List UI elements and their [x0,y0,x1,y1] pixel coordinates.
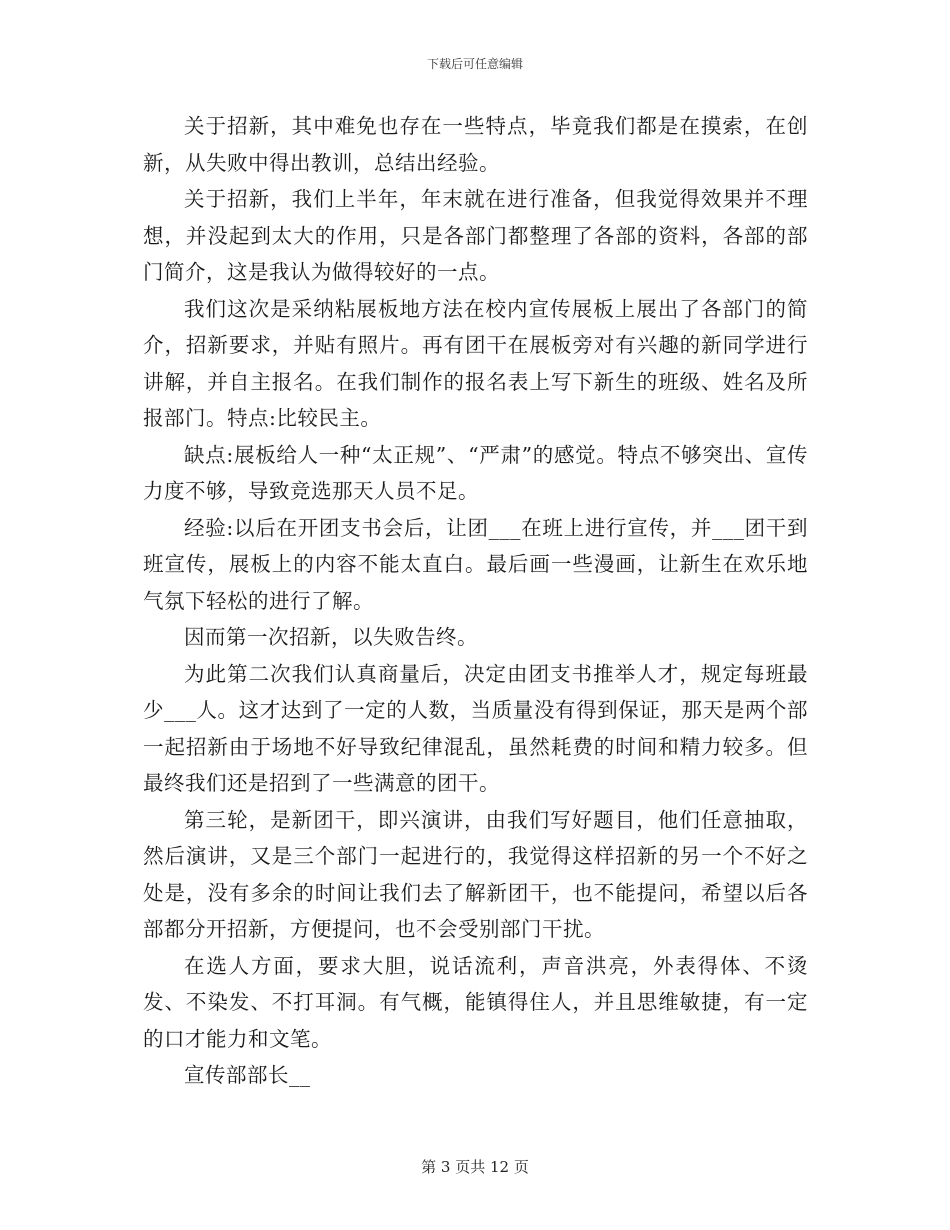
paragraph: 第三轮，是新团干，即兴演讲，由我们写好题目，他们任意抽取，然后演讲，又是三个部门一起进行的，我觉得这样招新的另一个不好之处是，没有多余的时间让我们去了解新团干，也不能提问，希望以后各部都分开招新，方便提问，也不会受别部门干扰。 [143,807,808,941]
paragraph: 宣传部部长__ [184,1063,311,1087]
paragraph: 经验:以后在开团支书会后，让团___在班上进行宣传，并___团干到班宣传，展板上的内容不能太直白。最后画一些漫画，让新生在欢乐地气氛下轻松的进行了解。 [143,515,808,613]
page-header: 下载后可任意编辑 [426,57,523,71]
page-footer: 第 3 页共 12 页 [421,1158,529,1176]
paragraph: 在选人方面，要求大胆，说话流利，声音洪亮，外表得体、不烫发、不染发、不打耳洞。有气概，能镇得住人，并且思维敏捷，有一定的口才能力和文笔。 [143,953,808,1051]
paragraph: 关于招新，我们上半年，年末就在进行准备，但我觉得效果并不理想，并没起到太大的作用，只是各部门都整理了各部的资料，各部的部门简介，这是我认为做得较好的一点。 [143,187,808,284]
paragraph: 因而第一次招新，以失败告终。 [184,625,478,649]
paragraph: 关于招新，其中难免也存在一些特点，毕竟我们都是在摸索，在创新，从失败中得出教训，总结出经验。 [143,114,808,175]
paragraph: 缺点:展板给人一种“太正规”、“严肃”的感觉。特点不够突出、宣传力度不够，导致竞选那天人员不足。 [143,442,808,503]
paragraph: 为此第二次我们认真商量后，决定由团支书推举人才，规定每班最少___人。这才达到了一定的人数，当质量没有得到保证，那天是两个部一起招新由于场地不好导致纪律混乱，虽然耗费的时间和精力较多。但最终我们还是招到了一些满意的团干。 [143,661,808,795]
document-body [143,108,808,1094]
paragraph: 我们这次是采纳粘展板地方法在校内宣传展板上展出了各部门的简介，招新要求，并贴有照片。再有团干在展板旁对有兴趣的新同学进行讲解，并自主报名。在我们制作的报名表上写下新生的班级、姓名及所报部门。特点:比较民主。 [143,296,808,430]
